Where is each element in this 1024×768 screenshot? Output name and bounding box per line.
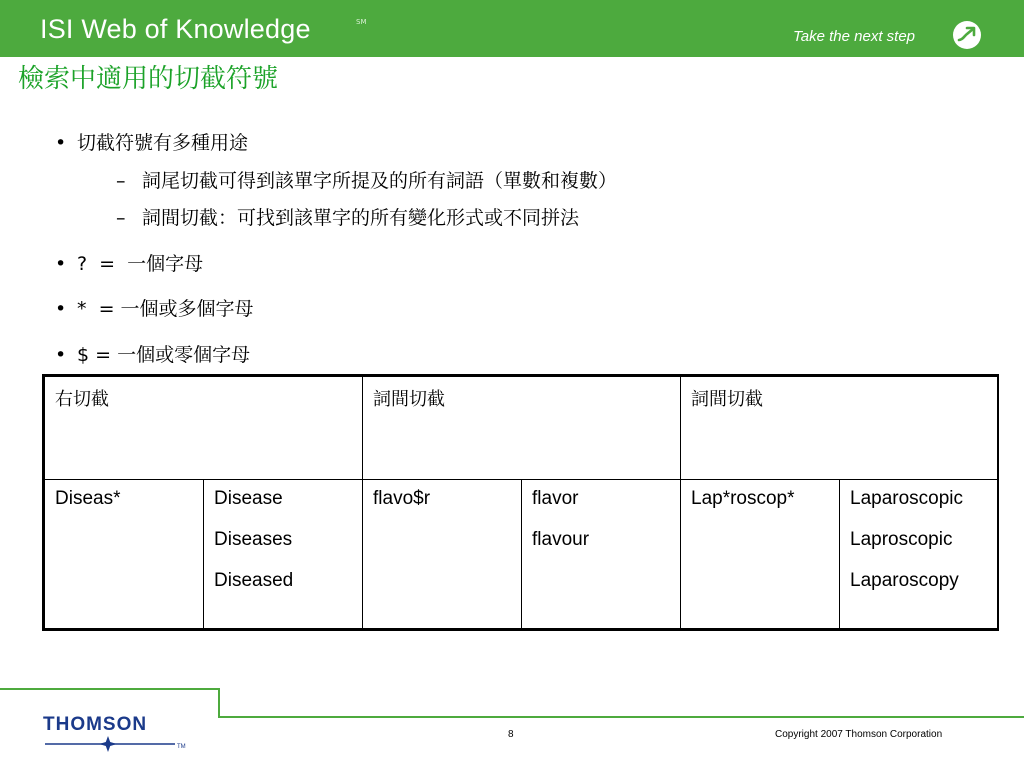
bullet-text: * = 一個或多個字母 xyxy=(77,298,254,320)
result-term: flavour xyxy=(532,529,590,550)
bullet-marker: • xyxy=(55,253,67,275)
bullet-item xyxy=(55,128,248,155)
query-text: Lap*roscop* xyxy=(691,488,795,509)
sub-bullet-item xyxy=(116,203,579,230)
footer-divider xyxy=(218,688,220,716)
brand-title: ISI Web of Knowledge xyxy=(40,14,311,44)
bullet-text: ? = 一個字母 xyxy=(77,253,204,275)
logo-wordmark: THOMSON xyxy=(43,714,148,735)
bullet-marker: • xyxy=(55,344,67,366)
footer-divider xyxy=(0,688,219,690)
sub-bullet-marker: – xyxy=(116,207,126,229)
bullet-item xyxy=(55,249,203,276)
star-icon xyxy=(43,734,193,754)
sub-bullet-text: 詞尾切截可得到該單字所提及的所有詞語（單數和複數） xyxy=(142,170,618,192)
result-term: Disease xyxy=(214,488,283,509)
sub-bullet-text: 詞間切截：可找到該單字的所有變化形式或不同拼法 xyxy=(142,207,580,229)
bullet-text: $ = 一個或零個字母 xyxy=(77,344,251,366)
bullet-marker: • xyxy=(55,298,67,320)
truncation-table xyxy=(42,374,999,631)
results-cell xyxy=(204,480,363,629)
sub-bullet-marker: – xyxy=(116,170,126,192)
table-header-row xyxy=(45,377,998,480)
query-cell xyxy=(363,480,522,629)
copyright-notice: Copyright 2007 Thomson Corporation xyxy=(775,729,943,740)
bullet-text: 切截符號有多種用途 xyxy=(77,132,249,154)
result-term: flavor xyxy=(532,488,579,509)
bullet-marker: • xyxy=(55,132,67,154)
table-header-cell: 右切截 xyxy=(45,377,363,480)
table-header-cell: 詞間切截 xyxy=(363,377,681,480)
logo-trademark: TM xyxy=(177,744,186,750)
result-term: Laparoscopy xyxy=(850,570,959,591)
results-cell xyxy=(840,480,998,629)
service-mark: SM xyxy=(356,18,367,26)
header-bar xyxy=(0,0,1024,57)
result-term: Diseases xyxy=(214,529,293,550)
results-cell xyxy=(522,480,681,629)
query-cell xyxy=(45,480,204,629)
result-term: Diseased xyxy=(214,570,294,591)
bullet-item xyxy=(55,294,254,321)
page-number: 8 xyxy=(508,729,514,740)
arrow-circle-icon xyxy=(952,20,982,50)
thomson-logo xyxy=(43,710,193,755)
bullet-item xyxy=(55,340,250,367)
result-term: Laproscopic xyxy=(850,529,953,550)
sub-bullet-item xyxy=(116,166,617,193)
query-cell xyxy=(681,480,840,629)
footer-divider xyxy=(218,716,1024,718)
query-text: Diseas* xyxy=(55,488,121,509)
slide-title: 檢索中適用的切截符號 xyxy=(18,64,279,94)
table-row xyxy=(45,480,998,629)
result-term: Laparoscopic xyxy=(850,488,964,509)
tagline: Take the next step xyxy=(793,28,916,45)
table-header-cell: 詞間切截 xyxy=(681,377,998,480)
query-text: flavo$r xyxy=(373,488,431,509)
